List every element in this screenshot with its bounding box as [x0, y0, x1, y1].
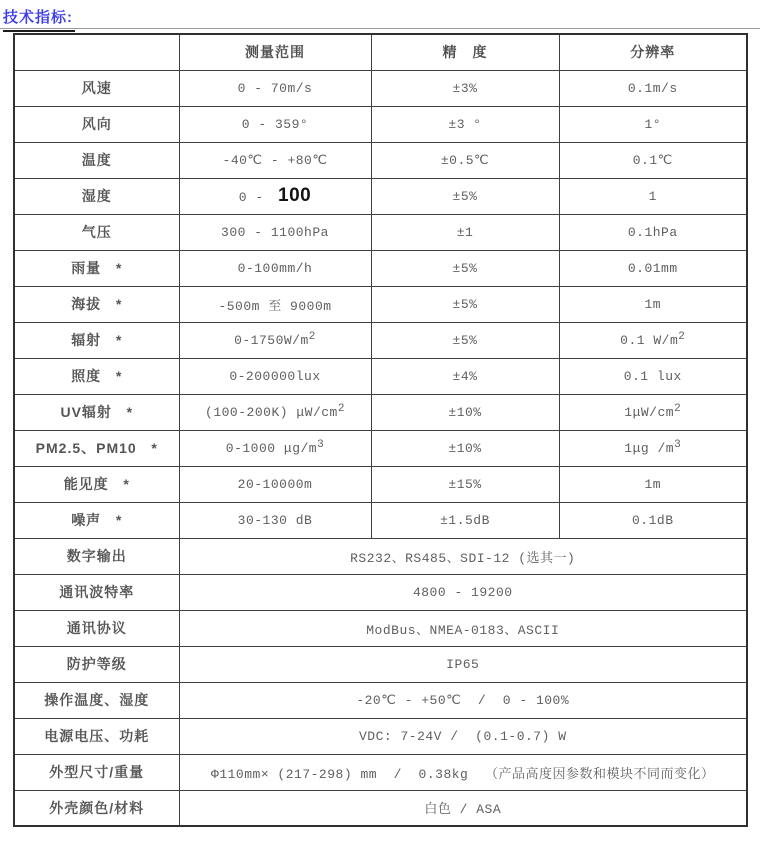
row-label: 气压: [14, 214, 179, 250]
cell-resolution: 1m: [559, 466, 747, 502]
cell-merged-value: RS232、RS485、SDI-12 (选其一): [179, 538, 747, 574]
cell-range: 0 - 70m/s: [179, 70, 371, 106]
row-label: PM2.5、PM10 *: [14, 430, 179, 466]
cell-range: -40℃ - +80℃: [179, 142, 371, 178]
table-row: [14, 286, 747, 322]
row-label: 噪声 *: [14, 502, 179, 538]
cell-resolution: 1μg $/m^3$: [559, 430, 747, 466]
cell-range: $0-1750W/m^2$: [179, 322, 371, 358]
header-row: [14, 34, 747, 70]
cell-resolution: 0.1 lux: [559, 358, 747, 394]
cell-range: 0-1000 $\mu g/m^3$: [179, 430, 371, 466]
row-label: 照度 *: [14, 358, 179, 394]
cell-accuracy: ±5%: [371, 322, 559, 358]
table-row: [14, 322, 747, 358]
cell-range: [179, 178, 371, 214]
cell-resolution: 0.1 $W/m^2$: [559, 322, 747, 358]
header-cell-resolution: 分辨率: [559, 34, 747, 70]
cell-resolution: 1°: [559, 106, 747, 142]
cell-range: -500m 至 9000m: [179, 286, 371, 322]
table-row: [14, 574, 747, 610]
cell-resolution: 1m: [559, 286, 747, 322]
cell-merged-value: -20℃ - +50℃ / 0 - 100%: [179, 682, 747, 718]
row-label: 风速: [14, 70, 179, 106]
table-row: [14, 70, 747, 106]
cell-accuracy: ±5%: [371, 250, 559, 286]
range-text: 0 -: [238, 190, 272, 205]
cell-range: 30-130 dB: [179, 502, 371, 538]
row-label: 风向: [14, 106, 179, 142]
table-row: [14, 502, 747, 538]
table-row: [14, 610, 747, 646]
cell-range: 0-100mm/h: [179, 250, 371, 286]
table-row: [14, 394, 747, 430]
cell-accuracy: ±0.5℃: [371, 142, 559, 178]
table-row: [14, 358, 747, 394]
cell-range: 0 - 359°: [179, 106, 371, 142]
table-row: [14, 682, 747, 718]
cell-accuracy: ±4%: [371, 358, 559, 394]
row-label: 外型尺寸/重量: [14, 754, 179, 790]
row-label: 能见度 *: [14, 466, 179, 502]
row-label: 操作温度、湿度: [14, 682, 179, 718]
row-label: 海拔 *: [14, 286, 179, 322]
cell-resolution: 0.1m/s: [559, 70, 747, 106]
table-row: [14, 430, 747, 466]
cell-accuracy: ±15%: [371, 466, 559, 502]
table-row: [14, 250, 747, 286]
table-row: [14, 718, 747, 754]
cell-merged-value: ModBus、NMEA-0183、ASCII: [179, 610, 747, 646]
table-row: [14, 106, 747, 142]
cell-merged-value: 白色 / ASA: [179, 790, 747, 826]
cell-accuracy: ±1: [371, 214, 559, 250]
row-label: 防护等级: [14, 646, 179, 682]
cell-merged-value: Φ110mm× (217-298) mm / 0.38kg （产品高度因参数和模块不同而变化）: [179, 754, 747, 790]
header-cell-range: 测量范围: [179, 34, 371, 70]
table-row: [14, 214, 747, 250]
row-label: 辐射 *: [14, 322, 179, 358]
table-row: [14, 538, 747, 574]
table-row: [14, 142, 747, 178]
table-row: [14, 178, 747, 214]
title-underline-rule: [0, 0, 760, 29]
header-cell-empty: [14, 34, 179, 70]
row-label: 雨量 *: [14, 250, 179, 286]
row-label: 数字输出: [14, 538, 179, 574]
row-label: UV辐射 *: [14, 394, 179, 430]
table-row: [14, 646, 747, 682]
cell-accuracy: ±3%: [371, 70, 559, 106]
spec-table: [13, 33, 748, 827]
cell-accuracy: ±10%: [371, 394, 559, 430]
header-cell-accuracy: 精 度: [371, 34, 559, 70]
cell-merged-value: 4800 - 19200: [179, 574, 747, 610]
highlight-value: 100: [278, 185, 312, 206]
cell-accuracy: ±5%: [371, 178, 559, 214]
cell-resolution: 0.1℃: [559, 142, 747, 178]
table-row: [14, 790, 747, 826]
cell-resolution: $1\mu W/cm^2$: [559, 394, 747, 430]
page-title: 技术指标:: [3, 6, 75, 32]
cell-range: 0-200000lux: [179, 358, 371, 394]
cell-resolution: 0.1hPa: [559, 214, 747, 250]
cell-accuracy: ±5%: [371, 286, 559, 322]
row-label: 外壳颜色/材料: [14, 790, 179, 826]
cell-merged-value: IP65: [179, 646, 747, 682]
table-row: [14, 466, 747, 502]
row-label: 通讯波特率: [14, 574, 179, 610]
spec-table-head: [14, 34, 747, 70]
cell-range: (100-200K) $\mu W/cm^2$: [179, 394, 371, 430]
cell-accuracy: ±1.5dB: [371, 502, 559, 538]
table-row: [14, 754, 747, 790]
row-label: 电源电压、功耗: [14, 718, 179, 754]
cell-range: 300 - 1100hPa: [179, 214, 371, 250]
row-label: 湿度: [14, 178, 179, 214]
row-label: 温度: [14, 142, 179, 178]
cell-merged-value: VDC: 7-24V / (0.1-0.7) W: [179, 718, 747, 754]
cell-resolution: 0.01mm: [559, 250, 747, 286]
cell-range: 20-10000m: [179, 466, 371, 502]
cell-resolution: 1: [559, 178, 747, 214]
cell-accuracy: ±10%: [371, 430, 559, 466]
cell-accuracy: ±3 °: [371, 106, 559, 142]
row-label: 通讯协议: [14, 610, 179, 646]
cell-resolution: 0.1dB: [559, 502, 747, 538]
spec-table-body: [14, 70, 747, 826]
